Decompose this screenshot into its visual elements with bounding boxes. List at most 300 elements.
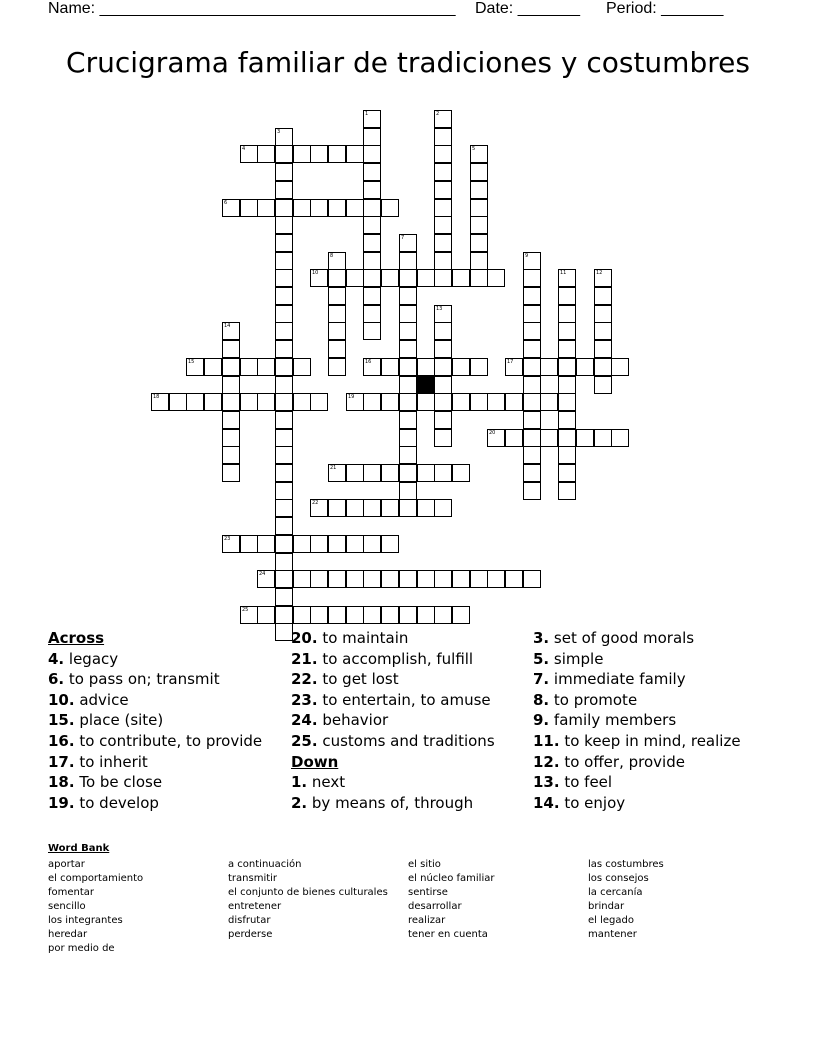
crossword-cell[interactable]	[240, 393, 258, 411]
crossword-cell[interactable]	[204, 358, 222, 376]
clue-number: 14.	[533, 793, 560, 812]
crossword-cell[interactable]	[363, 499, 381, 517]
word-bank-entry: entretener	[228, 901, 282, 912]
crossword-cell[interactable]	[363, 358, 381, 376]
crossword-cell[interactable]	[470, 163, 488, 181]
word-bank-entry: disfrutar	[228, 915, 271, 926]
crossword-cell[interactable]	[363, 287, 381, 305]
crossword-cell[interactable]	[434, 358, 452, 376]
clue-text: legacy	[64, 649, 119, 668]
crossword-cell[interactable]	[363, 145, 381, 163]
crossword-cell[interactable]	[558, 305, 576, 323]
crossword-cell[interactable]	[222, 535, 240, 553]
crossword-cell[interactable]	[558, 411, 576, 429]
crossword-cell[interactable]	[222, 411, 240, 429]
crossword-cell[interactable]	[275, 252, 293, 270]
crossword-cell[interactable]	[346, 535, 364, 553]
crossword-cell[interactable]	[594, 340, 612, 358]
crossword-cell[interactable]	[381, 535, 399, 553]
crossword-cell[interactable]	[293, 393, 311, 411]
crossword-cell[interactable]	[363, 252, 381, 270]
crossword-cell[interactable]	[487, 570, 505, 588]
crossword-cell[interactable]	[417, 570, 435, 588]
crossword-cell[interactable]	[399, 429, 417, 447]
crossword-cell[interactable]	[505, 393, 523, 411]
crossword-cell[interactable]	[275, 181, 293, 199]
crossword-cell[interactable]	[240, 535, 258, 553]
crossword-cell[interactable]	[328, 269, 346, 287]
cell-number: 12	[596, 270, 603, 276]
crossword-cell[interactable]	[293, 145, 311, 163]
crossword-cell[interactable]	[523, 376, 541, 394]
crossword-cell[interactable]	[293, 606, 311, 624]
clue-text: To be close	[74, 773, 163, 792]
crossword-cell[interactable]	[417, 464, 435, 482]
crossword-cell[interactable]	[222, 199, 240, 217]
crossword-cell[interactable]	[240, 358, 258, 376]
crossword-cell[interactable]	[399, 446, 417, 464]
clue-number: 24.	[291, 711, 318, 730]
crossword-cell[interactable]	[310, 393, 328, 411]
crossword-cell[interactable]	[434, 128, 452, 146]
crossword-cell[interactable]	[275, 606, 293, 624]
crossword-cell[interactable]	[594, 287, 612, 305]
crossword-cell[interactable]	[257, 358, 275, 376]
across-clue	[291, 649, 495, 670]
across-clue-list	[48, 649, 262, 814]
crossword-cell[interactable]	[452, 570, 470, 588]
crossword-cell[interactable]	[594, 269, 612, 287]
word-bank-entry: la cercanía	[588, 887, 643, 898]
crossword-cell[interactable]	[293, 199, 311, 217]
crossword-cell[interactable]	[558, 269, 576, 287]
crossword-cell[interactable]	[363, 305, 381, 323]
crossword-cell[interactable]	[363, 181, 381, 199]
down-clue	[533, 752, 741, 773]
crossword-cell[interactable]	[240, 606, 258, 624]
crossword-cell[interactable]	[275, 145, 293, 163]
crossword-cell[interactable]	[363, 216, 381, 234]
crossword-cell[interactable]	[470, 393, 488, 411]
crossword-cell[interactable]	[470, 252, 488, 270]
crossword-cell[interactable]	[363, 393, 381, 411]
page-title: Crucigrama familiar de tradiciones y costumbres	[66, 46, 750, 79]
crossword-cell[interactable]	[275, 163, 293, 181]
crossword-cell[interactable]	[346, 199, 364, 217]
crossword-cell[interactable]	[558, 446, 576, 464]
crossword-cell[interactable]	[434, 606, 452, 624]
crossword-cell[interactable]	[381, 358, 399, 376]
crossword-cell[interactable]	[576, 358, 594, 376]
crossword-cell[interactable]	[576, 429, 594, 447]
crossword-cell[interactable]	[275, 393, 293, 411]
crossword-cell[interactable]	[257, 570, 275, 588]
crossword-cell[interactable]	[310, 535, 328, 553]
crossword-cell[interactable]	[186, 358, 204, 376]
crossword-cell[interactable]	[346, 145, 364, 163]
crossword-cell[interactable]	[434, 322, 452, 340]
crossword-cell[interactable]	[558, 322, 576, 340]
crossword-cell[interactable]	[346, 606, 364, 624]
crossword-cell[interactable]	[452, 358, 470, 376]
crossword-cell[interactable]	[452, 464, 470, 482]
across-clue	[48, 710, 262, 731]
crossword-cell[interactable]	[523, 429, 541, 447]
period-field-label[interactable]: Period: _______	[606, 0, 724, 17]
crossword-cell[interactable]	[434, 464, 452, 482]
crossword-cell[interactable]	[434, 340, 452, 358]
crossword-cell[interactable]	[594, 429, 612, 447]
down-clue-list-continued	[533, 628, 741, 813]
crossword-cell[interactable]	[505, 358, 523, 376]
crossword-cell[interactable]	[257, 606, 275, 624]
clue-number: 3.	[533, 629, 550, 647]
crossword-cell[interactable]	[363, 234, 381, 252]
crossword-cell[interactable]	[523, 358, 541, 376]
crossword-cell[interactable]	[452, 393, 470, 411]
crossword-cell[interactable]	[346, 570, 364, 588]
name-field-label[interactable]: Name: ________________________________________	[48, 0, 456, 17]
crossword-cell[interactable]	[363, 535, 381, 553]
crossword-cell[interactable]	[558, 287, 576, 305]
crossword-cell[interactable]	[275, 234, 293, 252]
across-clue	[291, 710, 495, 731]
crossword-cell[interactable]	[434, 393, 452, 411]
clue-number: 4.	[48, 649, 65, 668]
crossword-cell[interactable]	[381, 606, 399, 624]
crossword-cell[interactable]	[523, 446, 541, 464]
crossword-cell[interactable]	[381, 464, 399, 482]
crossword-cell[interactable]	[186, 393, 204, 411]
clue-text: simple	[549, 649, 604, 668]
crossword-cell[interactable]	[417, 393, 435, 411]
crossword-cell[interactable]	[594, 322, 612, 340]
crossword-cell[interactable]	[523, 482, 541, 500]
crossword-cell[interactable]	[275, 216, 293, 234]
crossword-cell[interactable]	[328, 535, 346, 553]
crossword-cell[interactable]	[328, 340, 346, 358]
crossword-cell[interactable]	[434, 163, 452, 181]
crossword-cell[interactable]	[328, 145, 346, 163]
crossword-cell[interactable]	[399, 322, 417, 340]
crossword-cell[interactable]	[558, 393, 576, 411]
crossword-cell[interactable]	[417, 358, 435, 376]
crossword-cell[interactable]	[169, 393, 187, 411]
crossword-cell[interactable]	[275, 128, 293, 146]
cell-number: 15	[188, 359, 195, 365]
crossword-cell[interactable]	[328, 606, 346, 624]
down-clue	[533, 669, 741, 690]
cell-number: 6	[224, 200, 228, 206]
crossword-cell[interactable]	[434, 429, 452, 447]
crossword-cell[interactable]	[310, 570, 328, 588]
crossword-cell[interactable]	[275, 305, 293, 323]
crossword-cell[interactable]	[540, 393, 558, 411]
crossword-cell[interactable]	[523, 411, 541, 429]
crossword-cell[interactable]	[434, 252, 452, 270]
crossword-cell[interactable]	[293, 358, 311, 376]
cell-number: 10	[312, 270, 319, 276]
crossword-cell[interactable]	[310, 499, 328, 517]
crossword-cell[interactable]	[275, 358, 293, 376]
word-bank-entry: mantener	[588, 929, 637, 940]
crossword-cell[interactable]	[611, 429, 629, 447]
crossword-cell[interactable]	[275, 464, 293, 482]
crossword-cell[interactable]	[275, 340, 293, 358]
crossword-cell[interactable]	[275, 287, 293, 305]
crossword-cell[interactable]	[399, 234, 417, 252]
word-bank-entry: perderse	[228, 929, 273, 940]
crossword-cell[interactable]	[434, 181, 452, 199]
crossword-cell[interactable]	[399, 570, 417, 588]
clue-number: 10.	[48, 690, 75, 709]
crossword-cell[interactable]	[293, 570, 311, 588]
down-clue-list	[291, 772, 495, 813]
crossword-cell[interactable]	[470, 199, 488, 217]
cell-number: 23	[224, 536, 231, 542]
crossword-cell[interactable]	[328, 499, 346, 517]
crossword-cell[interactable]	[240, 199, 258, 217]
crossword-cell[interactable]	[381, 570, 399, 588]
crossword-cell[interactable]	[523, 252, 541, 270]
across-clue	[291, 669, 495, 690]
crossword-cell[interactable]	[275, 446, 293, 464]
clue-text: customs and traditions	[317, 731, 495, 750]
crossword-cell[interactable]	[434, 305, 452, 323]
crossword-cell[interactable]	[452, 606, 470, 624]
crossword-cell[interactable]	[363, 606, 381, 624]
crossword-cell[interactable]	[399, 499, 417, 517]
down-clue	[533, 690, 741, 711]
crossword-cell[interactable]	[558, 358, 576, 376]
crossword-cell[interactable]	[275, 553, 293, 571]
crossword-cell[interactable]	[558, 464, 576, 482]
crossword-cell[interactable]	[399, 252, 417, 270]
crossword-cell[interactable]	[540, 429, 558, 447]
crossword-cell[interactable]	[558, 340, 576, 358]
crossword-cell[interactable]	[434, 216, 452, 234]
down-heading: Down	[291, 752, 339, 771]
crossword-cell[interactable]	[363, 322, 381, 340]
crossword-cell[interactable]	[470, 234, 488, 252]
crossword-cell[interactable]	[363, 269, 381, 287]
crossword-cell[interactable]	[434, 110, 452, 128]
across-clue	[48, 752, 262, 773]
word-bank-entry: las costumbres	[588, 859, 664, 870]
crossword-cell[interactable]	[346, 464, 364, 482]
crossword-cell[interactable]	[328, 252, 346, 270]
crossword-cell[interactable]	[399, 393, 417, 411]
crossword-cell[interactable]	[240, 145, 258, 163]
crossword-cell[interactable]	[346, 393, 364, 411]
crossword-cell[interactable]	[523, 269, 541, 287]
crossword-cell[interactable]	[594, 358, 612, 376]
crossword-cell[interactable]	[487, 393, 505, 411]
crossword-cell[interactable]	[523, 393, 541, 411]
word-bank-entry: por medio de	[48, 943, 115, 954]
crossword-cell[interactable]	[399, 482, 417, 500]
crossword-black-cell	[417, 376, 435, 394]
crossword-cell[interactable]	[434, 269, 452, 287]
crossword-cell[interactable]	[275, 499, 293, 517]
crossword-cell[interactable]	[363, 163, 381, 181]
crossword-cell[interactable]	[487, 429, 505, 447]
crossword-cell[interactable]	[222, 340, 240, 358]
crossword-cell[interactable]	[399, 305, 417, 323]
crossword-cell[interactable]	[523, 464, 541, 482]
crossword-cell[interactable]	[434, 376, 452, 394]
crossword-cell[interactable]	[470, 570, 488, 588]
crossword-cell[interactable]	[523, 322, 541, 340]
clue-text: to entertain, to amuse	[317, 690, 491, 709]
crossword-cell[interactable]	[434, 145, 452, 163]
crossword-cell[interactable]	[310, 145, 328, 163]
down-clue	[291, 772, 495, 793]
crossword-cell[interactable]	[399, 376, 417, 394]
crossword-cell[interactable]	[222, 376, 240, 394]
across-clue	[291, 731, 495, 752]
crossword-cell[interactable]	[328, 305, 346, 323]
crossword-cell[interactable]	[399, 340, 417, 358]
crossword-cell[interactable]	[470, 216, 488, 234]
crossword-cell[interactable]	[222, 358, 240, 376]
crossword-cell[interactable]	[434, 570, 452, 588]
word-bank-entry: sentirse	[408, 887, 448, 898]
crossword-cell[interactable]	[381, 269, 399, 287]
crossword-cell[interactable]	[470, 181, 488, 199]
crossword-cell[interactable]	[293, 535, 311, 553]
clue-text: to offer, provide	[559, 752, 685, 771]
crossword-cell[interactable]	[222, 464, 240, 482]
word-bank-entry: brindar	[588, 901, 625, 912]
clue-text: to accomplish, fulfill	[317, 649, 474, 668]
crossword-cell[interactable]	[257, 393, 275, 411]
crossword-cell[interactable]	[204, 393, 222, 411]
crossword-cell[interactable]	[470, 358, 488, 376]
cell-number: 18	[153, 394, 160, 400]
crossword-cell[interactable]	[328, 199, 346, 217]
cell-number: 25	[242, 607, 249, 613]
crossword-cell[interactable]	[558, 429, 576, 447]
clue-number: 23.	[291, 690, 318, 709]
crossword-cell[interactable]	[399, 464, 417, 482]
crossword-cell[interactable]	[505, 570, 523, 588]
crossword-cell[interactable]	[310, 606, 328, 624]
crossword-cell[interactable]	[328, 570, 346, 588]
crossword-cell[interactable]	[434, 411, 452, 429]
crossword-cell[interactable]	[257, 535, 275, 553]
cell-number: 2	[436, 111, 440, 117]
clue-text: to keep in mind, realize	[559, 731, 741, 750]
clue-text: behavior	[317, 711, 389, 730]
crossword-cell[interactable]	[540, 358, 558, 376]
crossword-cell[interactable]	[222, 446, 240, 464]
crossword-cell[interactable]	[399, 411, 417, 429]
crossword-cell[interactable]	[470, 145, 488, 163]
crossword-cell[interactable]	[381, 499, 399, 517]
date-field-label[interactable]: Date: _______	[475, 0, 580, 17]
crossword-cell[interactable]	[275, 269, 293, 287]
clue-number: 21.	[291, 649, 318, 668]
crossword-cell[interactable]	[275, 199, 293, 217]
crossword-cell[interactable]	[363, 110, 381, 128]
cell-number: 17	[507, 359, 514, 365]
crossword-cell[interactable]	[594, 305, 612, 323]
crossword-cell[interactable]	[328, 358, 346, 376]
crossword-cell[interactable]	[523, 340, 541, 358]
crossword-cell[interactable]	[558, 482, 576, 500]
crossword-cell[interactable]	[257, 199, 275, 217]
crossword-cell[interactable]	[417, 499, 435, 517]
crossword-cell[interactable]	[487, 269, 505, 287]
crossword-cell[interactable]	[346, 269, 364, 287]
crossword-cell[interactable]	[328, 322, 346, 340]
crossword-cell[interactable]	[222, 393, 240, 411]
crossword-cell[interactable]	[434, 234, 452, 252]
crossword-cell[interactable]	[275, 535, 293, 553]
crossword-cell[interactable]	[310, 269, 328, 287]
crossword-cell[interactable]	[452, 269, 470, 287]
crossword-cell[interactable]	[222, 429, 240, 447]
crossword-cell[interactable]	[417, 606, 435, 624]
clue-number: 11.	[533, 731, 560, 750]
crossword-cell[interactable]	[399, 606, 417, 624]
crossword-cell[interactable]	[275, 411, 293, 429]
crossword-cell[interactable]	[523, 287, 541, 305]
crossword-cell[interactable]	[275, 322, 293, 340]
crossword-cell[interactable]	[363, 570, 381, 588]
crossword-cell[interactable]	[346, 499, 364, 517]
crossword-cell[interactable]	[594, 376, 612, 394]
crossword-cell[interactable]	[399, 269, 417, 287]
crossword-cell[interactable]	[381, 393, 399, 411]
crossword-cell[interactable]	[275, 517, 293, 535]
crossword-cell[interactable]	[328, 287, 346, 305]
crossword-cell[interactable]	[558, 376, 576, 394]
across-clue	[48, 669, 262, 690]
crossword-cell[interactable]	[611, 358, 629, 376]
across-clue	[48, 690, 262, 711]
crossword-cell[interactable]	[363, 128, 381, 146]
crossword-cell[interactable]	[257, 145, 275, 163]
clue-text: advice	[74, 690, 129, 709]
crossword-cell[interactable]	[275, 570, 293, 588]
crossword-cell[interactable]	[222, 322, 240, 340]
crossword-cell[interactable]	[381, 199, 399, 217]
crossword-cell[interactable]	[275, 588, 293, 606]
crossword-cell[interactable]	[275, 482, 293, 500]
crossword-cell[interactable]	[363, 199, 381, 217]
clues-column-3	[533, 628, 741, 813]
crossword-cell[interactable]	[434, 499, 452, 517]
crossword-cell[interactable]	[434, 199, 452, 217]
clues-column-2	[291, 628, 495, 813]
crossword-cell[interactable]	[275, 429, 293, 447]
crossword-cell[interactable]	[310, 199, 328, 217]
crossword-cell[interactable]	[275, 376, 293, 394]
crossword-cell[interactable]	[505, 429, 523, 447]
crossword-cell[interactable]	[470, 269, 488, 287]
crossword-cell[interactable]	[151, 393, 169, 411]
cell-number: 4	[242, 146, 246, 152]
crossword-cell[interactable]	[363, 464, 381, 482]
crossword-cell[interactable]	[399, 358, 417, 376]
crossword-cell[interactable]	[523, 570, 541, 588]
crossword-cell[interactable]	[399, 287, 417, 305]
crossword-cell[interactable]	[523, 305, 541, 323]
crossword-cell[interactable]	[417, 269, 435, 287]
crossword-cell[interactable]	[328, 464, 346, 482]
